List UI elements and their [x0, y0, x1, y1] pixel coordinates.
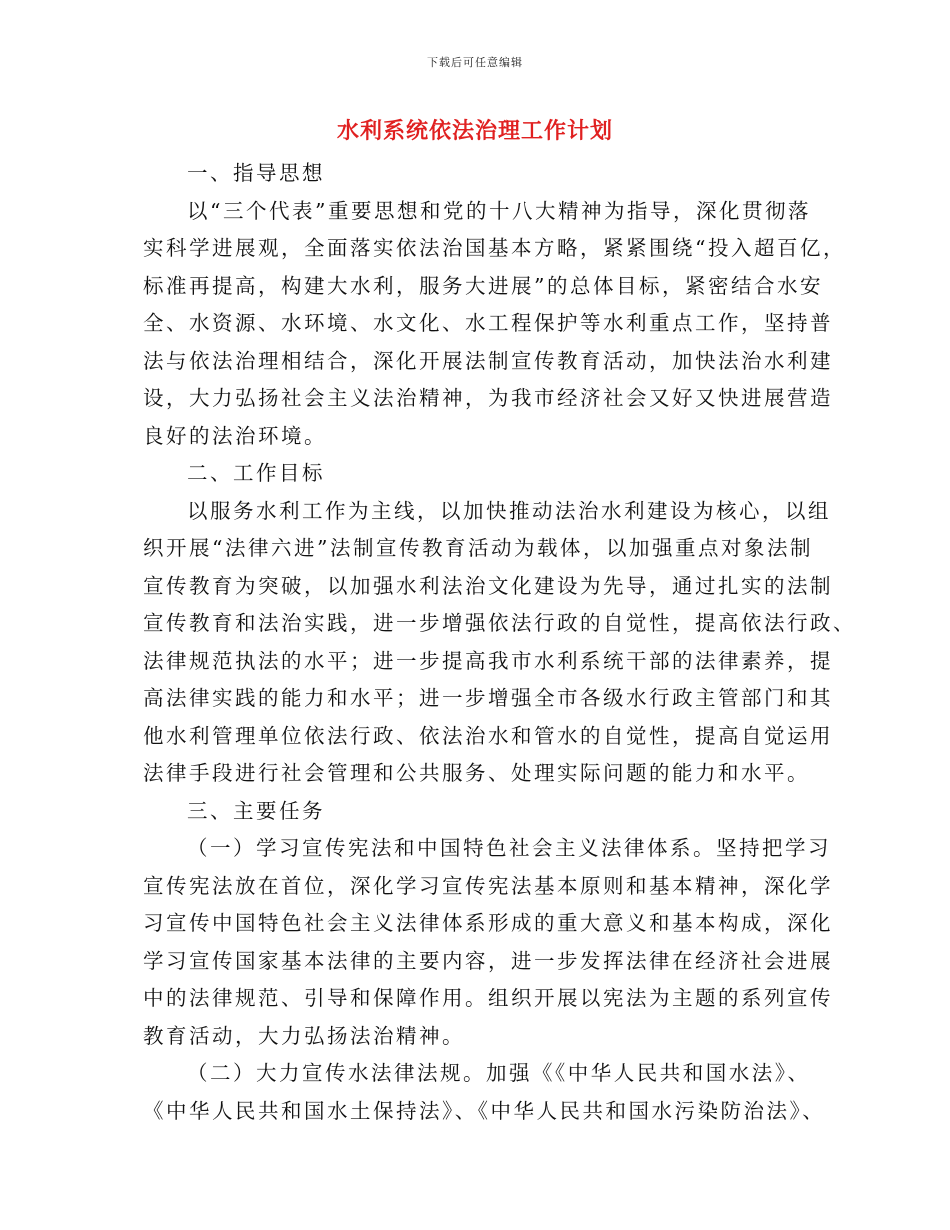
text-line: 宣传教育为突破，以加强水利法治文化建设为先导，通过扎实的法制	[143, 573, 833, 598]
text-line: 宣传宪法放在首位，深化学习宣传宪法基本原则和基本精神，深化学	[143, 873, 833, 898]
document-body	[143, 155, 856, 1130]
text-line: 《中华人民共和国水土保持法》、《中华人民共和国水污染防治法》、	[143, 1098, 826, 1123]
text-line: 教育活动，大力弘扬法治精神。	[143, 1023, 465, 1048]
text-line: 高法律实践的能力和水平；进一步增强全市各级水行政主管部门和其	[143, 686, 833, 710]
text-line: 三、主要任务	[187, 798, 325, 823]
text-line: 法律手段进行社会管理和公共服务、处理实际问题的能力和水平。	[143, 761, 810, 785]
text-line: 法律规范执法的水平；进一步提高我市水利系统干部的法律素养，提	[143, 648, 833, 673]
text-line: （二）大力宣传水法律法规。加强《《中华人民共和国水法》、	[187, 1061, 811, 1085]
text-line: 织开展“法律六进”法制宣传教育活动为载体，以加强重点对象法制	[143, 536, 813, 560]
text-line: 学习宣传国家基本法律的主要内容，进一步发挥法律在经济社会进展	[143, 948, 833, 973]
text-line: 法与依法治理相结合，深化开展法制宣传教育活动，加快法治水利建	[143, 348, 833, 373]
text-line: 他水利管理单位依法行政、依法治水和管水的自觉性，提高自觉运用	[143, 723, 833, 748]
document-title: 水利系统依法治理工作计划	[336, 118, 613, 144]
text-line: 二、工作目标	[187, 461, 325, 485]
text-line: 实科学进展观，全面落实依法治国基本方略，紧紧围绕“投入超百亿，	[143, 236, 846, 260]
text-line: 标准再提高，构建大水利，服务大进展”的总体目标，紧密结合水安	[143, 273, 823, 298]
text-line: 以“三个代表”重要思想和党的十八大精神为指导，深化贯彻落	[187, 198, 811, 223]
text-line: （一）学习宣传宪法和中国特色社会主义法律体系。坚持把学习	[187, 836, 831, 860]
text-line: 良好的法治环境。	[143, 423, 327, 448]
text-line: 习宣传中国特色社会主义法律体系形成的重大意义和基本构成，深化	[143, 911, 833, 935]
header-note: 下载后可任意编辑	[427, 56, 523, 69]
text-line: 全、水资源、水环境、水文化、水工程保护等水利重点工作，坚持普	[143, 311, 833, 335]
text-line: 以服务水利工作为主线，以加快推动法治水利建设为核心，以组	[187, 498, 831, 523]
text-line: 一、指导思想	[187, 161, 325, 185]
text-line: 中的法律规范、引导和保障作用。组织开展以宪法为主题的系列宣传	[143, 986, 833, 1010]
text-line: 宣传教育和法治实践，进一步增强依法行政的自觉性，提高依法行政、	[143, 611, 856, 635]
text-line: 设，大力弘扬社会主义法治精神，为我市经济社会又好又快进展营造	[143, 386, 833, 410]
